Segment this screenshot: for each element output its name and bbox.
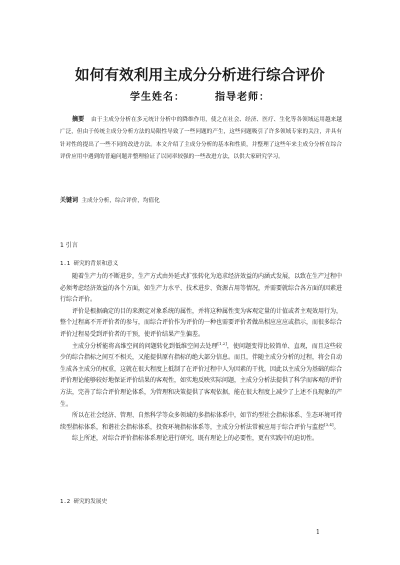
section-heading-introduction: 1 引言	[60, 242, 78, 249]
paragraph: 所以在社会经济、管理、自然科学等众多领域的多指标体系中，如节约型社会指标体系、生态环境可持续型指标体系，和谐社会指标体系，投资环境指标体系等，主成分分析法常被应用于综合评价与监控[3,4]。	[60, 412, 343, 431]
abstract	[60, 114, 342, 163]
student-name-label: 学生姓名：	[130, 92, 185, 103]
abstract-label: 摘要	[72, 116, 85, 123]
citation: [1,2]	[217, 340, 227, 346]
section-body	[60, 271, 342, 445]
paragraph: 评价是根据确定的目的来测定对象系统的属性，并将这种属性变为客观定量的计值或者主观效用行为，整个过程离不开评价者的参与，而综合评价作为评价的一种也需要评价者做出相应应应或指示，而很多综合评价过程易受到评价者的干预，使评价结果产生偏差。	[60, 307, 343, 338]
paragraph: 随着生产力的不断进步，生产方式由外延式扩张转化为追求经济效益的内涵式发展，以致在生产过程中必须考虑经济效益的各个方面，如生产力水平、技术进步、资源占用等情况，并需要就综合各方面的因素进行综合评价。	[60, 273, 343, 304]
citation: [3,4]	[324, 421, 334, 427]
subsection-heading-background: 1.1 研究的背景和意义	[60, 261, 119, 267]
paper-title: 如何有效利用主成分分析进行综合评价	[75, 67, 325, 84]
author-line	[0, 88, 400, 103]
page-number: 1	[316, 529, 320, 536]
subsection-heading-history: 1.2 研究的发展史	[60, 499, 108, 505]
keywords	[60, 195, 342, 204]
keywords-label: 关键词	[60, 197, 79, 204]
advisor-label: 指导老师：	[215, 92, 270, 103]
abstract-text: 由于主成分分析在多元统计分析中的降维作用，使之在社会、经济、医疗、生化等各领域运用越来越广泛，但由于传统主成分分析方法的局限性导致了一些问题的产生，这些问题吸引了许多领域专家的关注，并具有针对性的提出了一些不同的改进方法。本文介绍了主成分分析的基本和性质，并整理了这些年来主成分分析在综合评价应用中遇到的普遍问题并整理验证了以同率较强的一些改进方法，以供大家研究学习。	[60, 117, 342, 160]
paragraph: 综上所述，对综合评价指标体系理论进行研究，既有理论上的必要性，更有实践中的迫切性。	[72, 435, 319, 443]
keywords-text: 主成分分析，综合评价，均值化	[81, 198, 160, 204]
paragraph: 主成分分析能将高维空间的问题转化到低维空间去处理[1,2]，使问题变得比较简单、直观，而且这些较少的综合指标之间互不相关，又能提供原有指标的绝大部分信息。而且，伴随主成分分析的过程，将会自动生成各主成分的权重，这就在很大程度上抵制了在评价过程中人为因素的干扰，因此以主成分为基础的综合评价理论能够较好地保证评价结果的客观性，如实地反映实际问题，主成分分析法提供了科学而客观的评价方法，完善了综合评价理论体系，为管理和决策提供了客观依据，能在很大程度上减少了上述不良现象的产生。	[60, 340, 343, 408]
